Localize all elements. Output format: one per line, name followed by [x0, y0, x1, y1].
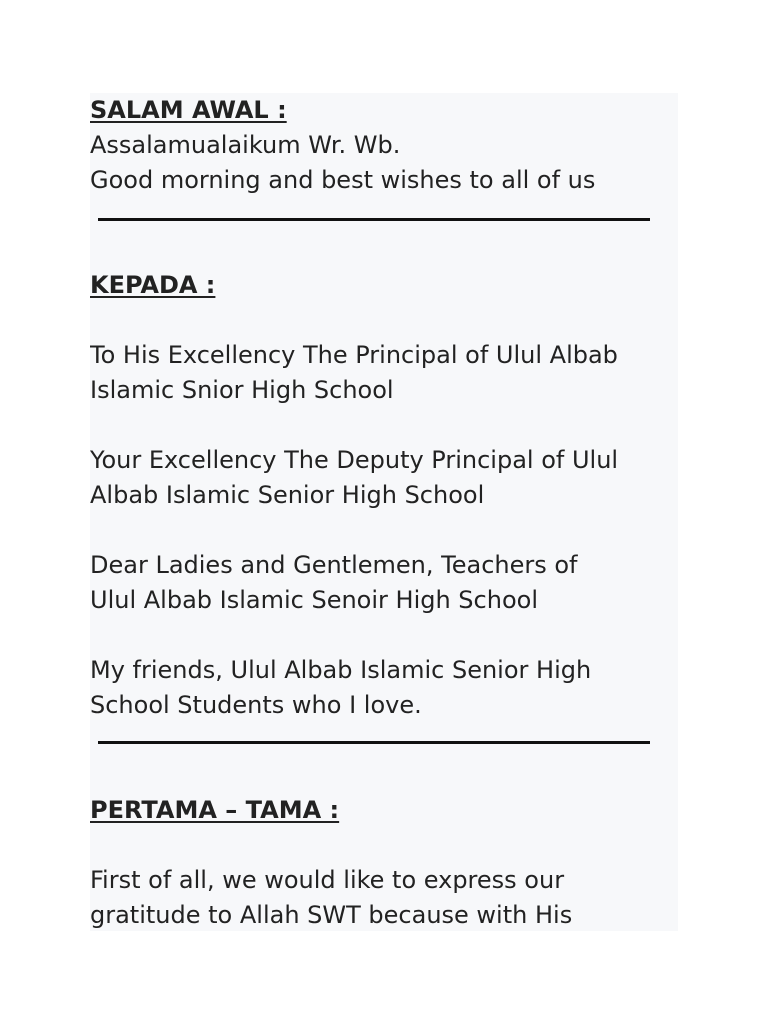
addressee-line: To His Excellency The Principal of Ulul Albab	[90, 341, 618, 369]
greeting-line: Good morning and best wishes to all of us	[90, 166, 596, 194]
addressee-line: School Students who I love.	[90, 691, 422, 719]
addressee-line: Dear Ladies and Gentlemen, Teachers of	[90, 551, 578, 579]
body-line: gratitude to Allah SWT because with His	[90, 901, 573, 929]
addressee-line: Islamic Snior High School	[90, 376, 394, 404]
section-heading-kepada: KEPADA :	[90, 271, 216, 299]
addressee-line: My friends, Ulul Albab Islamic Senior High	[90, 656, 592, 684]
divider-line	[98, 741, 650, 744]
divider-line	[98, 218, 650, 221]
section-heading-pertama-tama: PERTAMA – TAMA :	[90, 796, 340, 824]
section-heading-salam-awal: SALAM AWAL :	[90, 96, 287, 124]
addressee-line: Albab Islamic Senior High School	[90, 481, 485, 509]
addressee-line: Ulul Albab Islamic Senoir High School	[90, 586, 538, 614]
greeting-line: Assalamualaikum Wr. Wb.	[90, 131, 401, 159]
body-line: First of all, we would like to express our	[90, 866, 565, 894]
addressee-line: Your Excellency The Deputy Principal of Ulul	[90, 446, 619, 474]
document-page	[90, 93, 678, 931]
